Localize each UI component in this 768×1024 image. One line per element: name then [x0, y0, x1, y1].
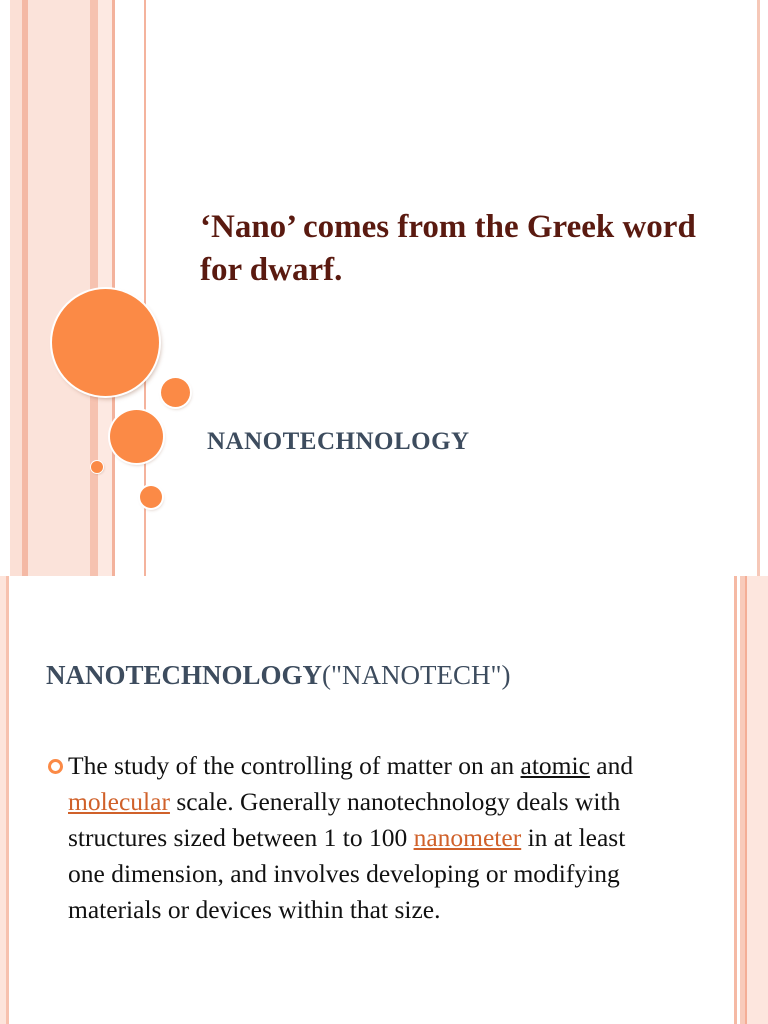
bullet-text-segment: scale. Generally nanotechnology deals with structures sized between 1 to 100	[68, 787, 621, 852]
link-atomic[interactable]: atomic	[520, 751, 590, 780]
decorative-stripe	[734, 576, 737, 1024]
decorative-circle	[161, 378, 190, 407]
decorative-circle	[140, 486, 162, 508]
bullet-text-segment: The study of the controlling of matter on an	[68, 751, 521, 780]
decorative-circle-large	[52, 289, 159, 396]
decorative-stripe	[28, 0, 90, 576]
slide-heading-paren: ("NANOTECH")	[322, 660, 511, 690]
slide-content	[0, 576, 768, 1024]
decorative-stripe	[757, 0, 760, 576]
decorative-stripe	[112, 0, 115, 576]
decorative-stripe	[6, 576, 9, 1024]
slide-heading	[46, 660, 511, 691]
decorative-circle-tiny	[91, 461, 103, 473]
slide-subtitle-text: NANOTECHNOLOGY	[207, 428, 470, 455]
bullet-text	[68, 748, 668, 928]
slide-heading-main: NANOTECHNOLOGY	[46, 660, 323, 690]
bullet-text-segment: and	[589, 751, 634, 780]
slide-title-text: ‘Nano’ comes from the Greek word for dwarf.	[200, 209, 696, 288]
decorative-stripe	[10, 0, 22, 576]
decorative-stripe	[90, 0, 98, 576]
decorative-stripe	[98, 0, 112, 576]
decorative-stripe	[747, 576, 768, 1024]
link-nanometer[interactable]: nanometer	[413, 823, 522, 852]
decorative-circle-medium	[110, 410, 163, 463]
bullet-text-segment: in at least one dimension, and involves developing or modifying materials or devices within that size.	[68, 823, 626, 924]
bullet-circle-icon	[48, 759, 63, 774]
link-molecular[interactable]: molecular	[68, 787, 170, 816]
